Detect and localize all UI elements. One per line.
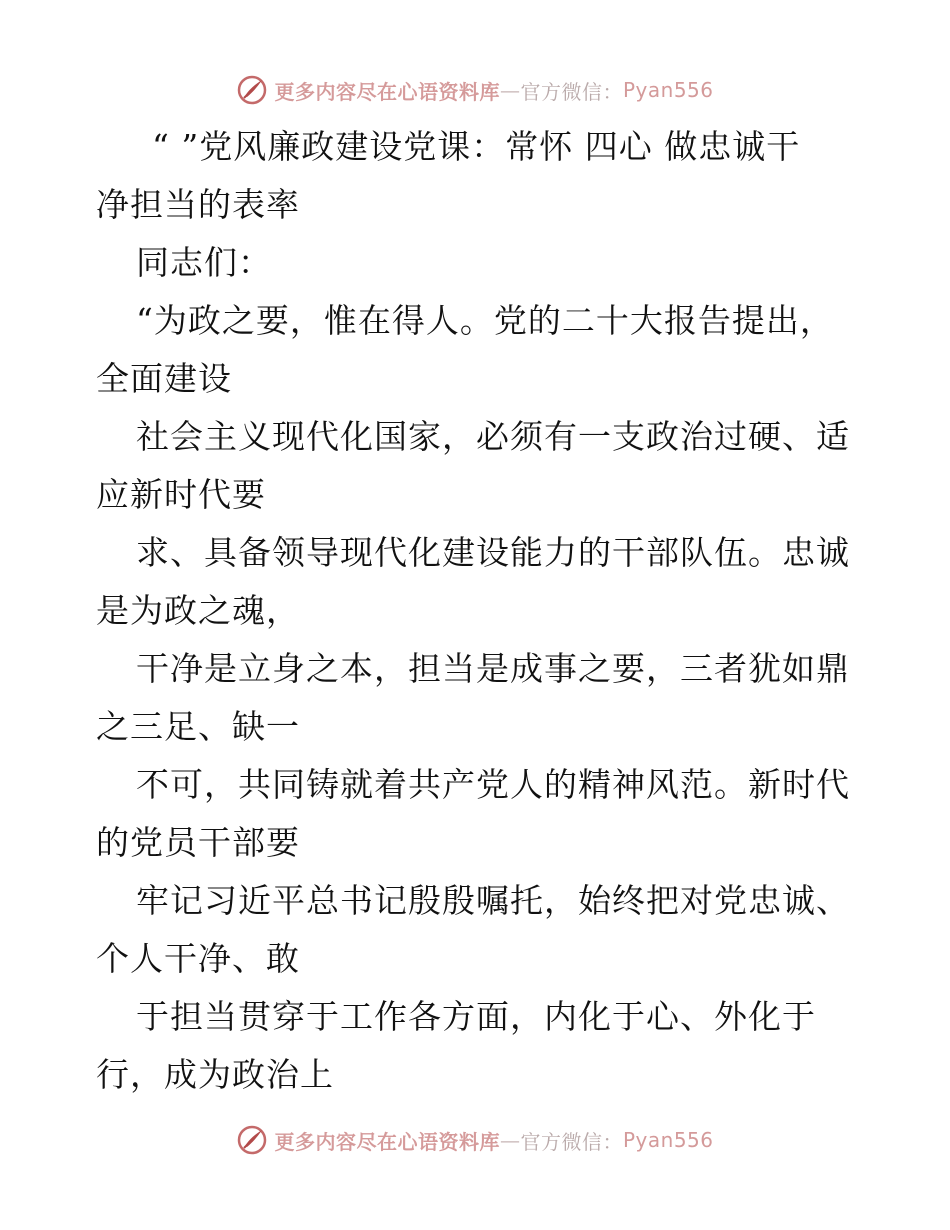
watermark-wechat-label: 官方微信： xyxy=(520,79,623,104)
quill-seal-icon xyxy=(236,74,268,106)
watermark-separator: — xyxy=(499,78,521,102)
watermark-wechat-id: Pyan556 xyxy=(622,78,714,102)
watermark-wechat-id: Pyan556 xyxy=(622,1128,714,1152)
paragraph-line: 不可，共同铸就着共产党人的精神风范。新时代 xyxy=(136,765,850,804)
paragraph-line: 社会主义现代化国家，必须有一支政治过硬、适 xyxy=(136,417,850,456)
paragraph-line: 全面建设 xyxy=(96,359,232,398)
paragraph-line: 于担当贯穿于工作各方面，内化于心、外化于 xyxy=(136,997,816,1036)
footer-watermark xyxy=(0,1120,950,1160)
watermark-wechat-label: 官方微信： xyxy=(520,1129,623,1154)
document-body xyxy=(96,118,856,1104)
paragraph-line: 的党员干部要 xyxy=(96,823,300,862)
header-watermark xyxy=(0,70,950,110)
paragraph-line: 之三足、缺一 xyxy=(96,707,300,746)
paragraph-line: 应新时代要 xyxy=(96,475,266,514)
paragraph-line: 是为政之魂， xyxy=(96,591,300,630)
paragraph-line: “为政之要，惟在得人。党的二十大报告提出， xyxy=(136,301,834,340)
paragraph-line: 行，成为政治上 xyxy=(96,1055,334,1094)
paragraph-line: 牢记习近平总书记殷殷嘱托，始终把对党忠诚、 xyxy=(136,881,850,920)
document-title-line-2: 净担当的表率 xyxy=(96,185,300,224)
salutation: 同志们： xyxy=(136,243,272,282)
paragraph-line: 干净是立身之本，担当是成事之要，三者犹如鼎 xyxy=(136,649,850,688)
paragraph-line: 个人干净、敢 xyxy=(96,939,300,978)
document-title-line-1: “ ”党风廉政建设党课：常怀 四心 做忠诚干 xyxy=(152,127,801,166)
watermark-separator: — xyxy=(499,1128,521,1152)
watermark-site-text: 更多内容尽在心语资料库 xyxy=(274,1129,500,1154)
paragraph-line: 求、具备领导现代化建设能力的干部队伍。忠诚 xyxy=(136,533,850,572)
quill-seal-icon xyxy=(236,1124,268,1156)
watermark-site-text: 更多内容尽在心语资料库 xyxy=(274,79,500,104)
